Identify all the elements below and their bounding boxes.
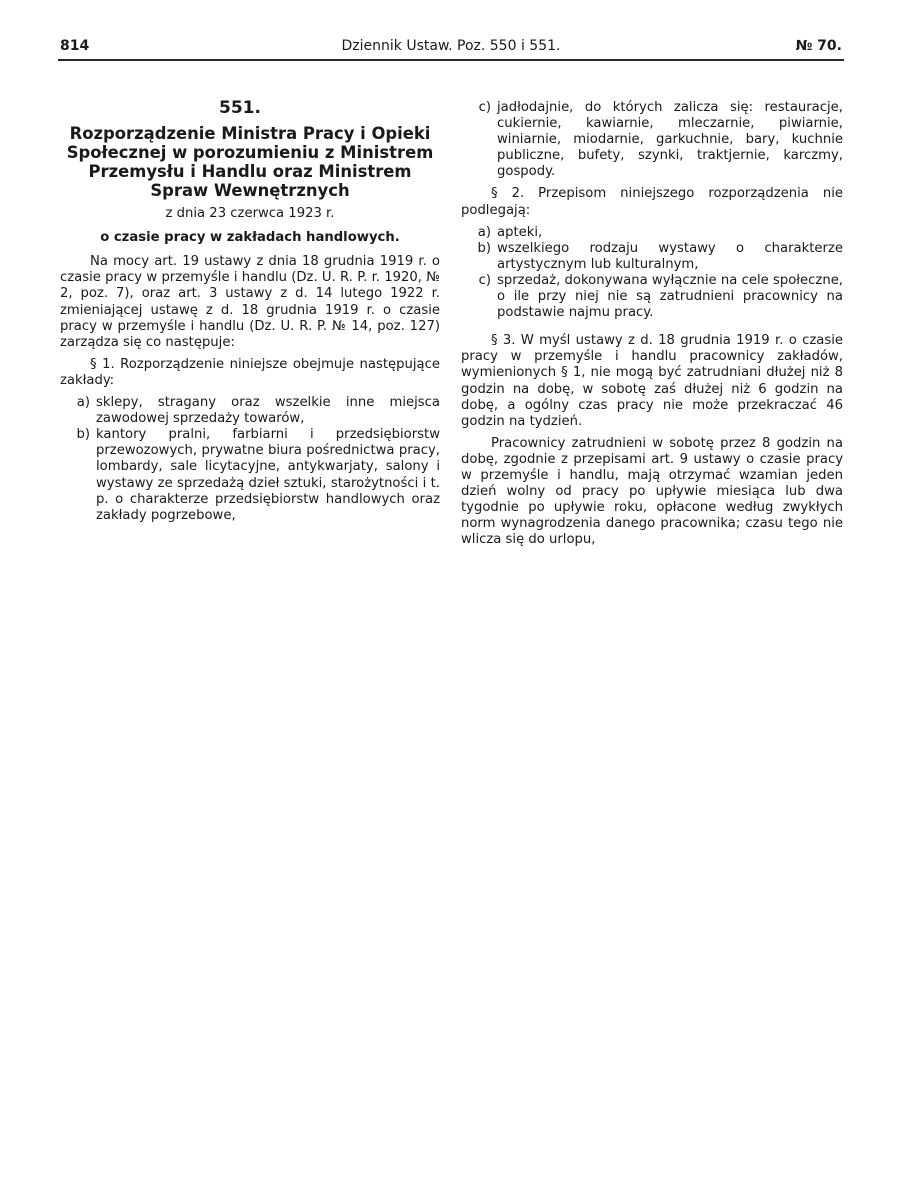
- preamble: Na mocy art. 19 ustawy z dnia 18 grudnia 1919 r. o czasie pracy w przemyśle i handlu (Dz. U. R. P. r. 1920, № 2, poz. 7), oraz art. 3 ustawy z d. 14 lutego 1922 r. zmieniającej ustawę z d. 18 grudnia 1919 r. o czasie pracy w przemyśle i handlu (Dz. U. R. P. № 14, poz. 127) zarządza się co następuje:: [60, 254, 440, 350]
- regulation-title: Rozporządzenie Ministra Pracy i Opieki Społecznej w porozumieniu z Ministrem Przemysłu i Handlu oraz Ministrem Spraw Wewnętrznych: [66, 124, 434, 201]
- list-item-label: b): [76, 427, 90, 443]
- regulation-subject: o czasie pracy w zakładach handlowych.: [100, 230, 400, 246]
- paragraph-1-intro: § 1. Rozporządzenie niniejsze obejmuje następujące zakłady:: [60, 356, 440, 388]
- list-item-text: sprzedaż, dokonywana wyłącznie na cele społeczne, o ile przy niej nie są zatrudnieni pracownicy na podstawie najmu pracy.: [497, 272, 843, 321]
- paragraph-3-continued: Pracownicy zatrudnieni w sobotę przez 8 godzin na dobę, zgodnie z przepisami art. 9 ustawy o czasie pracy w przemyśle i handlu, mają otrzymać wzamian jeden dzień wolny od pracy po upływie miesiąca lub dwa tygodnie po upływie roku, opłacone według zwykłych norm wynagrodzenia danego pracownika; czasu tego nie wlicza się do urlopu,: [461, 435, 843, 548]
- list-item-label: a): [477, 224, 491, 240]
- journal-title: Dziennik Ustaw. Poz. 550 i 551.: [341, 38, 561, 54]
- paragraph-1-list-continued: [461, 100, 843, 180]
- page-number: 814: [60, 38, 90, 54]
- regulation-date: z dnia 23 czerwca 1923 r.: [165, 206, 335, 222]
- list-item-text: apteki,: [497, 224, 543, 240]
- position-number: 551.: [219, 98, 261, 118]
- list-item: [60, 395, 440, 427]
- header-rule: [58, 59, 844, 61]
- list-item: [60, 427, 440, 524]
- list-item-label: c): [478, 272, 491, 288]
- issue-number: № 70.: [795, 38, 842, 54]
- page-header: [60, 38, 842, 56]
- paragraph-2-intro: § 2. Przepisom niniejszego rozporządzenia nie podlegają:: [461, 186, 843, 218]
- list-item: [461, 100, 843, 180]
- list-item: [461, 225, 843, 241]
- paragraph-2-list: [461, 225, 843, 322]
- left-column: [60, 100, 440, 530]
- list-item-label: c): [478, 100, 491, 115]
- list-item-label: a): [76, 395, 90, 411]
- paragraph-3: § 3. W myśl ustawy z d. 18 grudnia 1919 r. o czasie pracy w przemyśle i handlu pracownicy zakładów, wymienionych § 1, nie mogą być zatrudniani dłużej niż 8 godzin na dobę, w sobotę zaś dłużej niż 6 godzin na dobę, a ogólny czas pracy nie może przekraczać 46 godzin na tydzień.: [461, 333, 843, 429]
- list-item-text: sklepy, stragany oraz wszelkie inne miejsca zawodowej sprzedaży towarów,: [96, 395, 440, 427]
- paragraph-1-list: [60, 395, 440, 524]
- list-item-label: b): [477, 240, 491, 256]
- list-item-text: jadłodajnie, do których zalicza się: restauracje, cukiernie, kawiarnie, mleczarnie, piwiarnie, winiarnie, miodarnie, garkuchnie, bary, kuchnie publiczne, bufety, szynki, traktjernie, karczmy, gospody.: [497, 100, 843, 180]
- right-column: [461, 100, 843, 554]
- list-item: [461, 273, 843, 321]
- list-item: [461, 241, 843, 273]
- list-item-text: wszelkiego rodzaju wystawy o charakterze artystycznym lub kulturalnym,: [497, 240, 843, 272]
- list-item-text: kantory pralni, farbiarni i przedsiębiorstw przewozowych, prywatne biura pośrednictwa pracy, lombardy, sale licytacyjne, antykwarjaty, salony i wystawy ze sprzedażą dzieł sztuki, starożytności i t. p. o charakterze przedsiębiorstw handlowych oraz zakłady pogrzebowe,: [96, 427, 440, 523]
